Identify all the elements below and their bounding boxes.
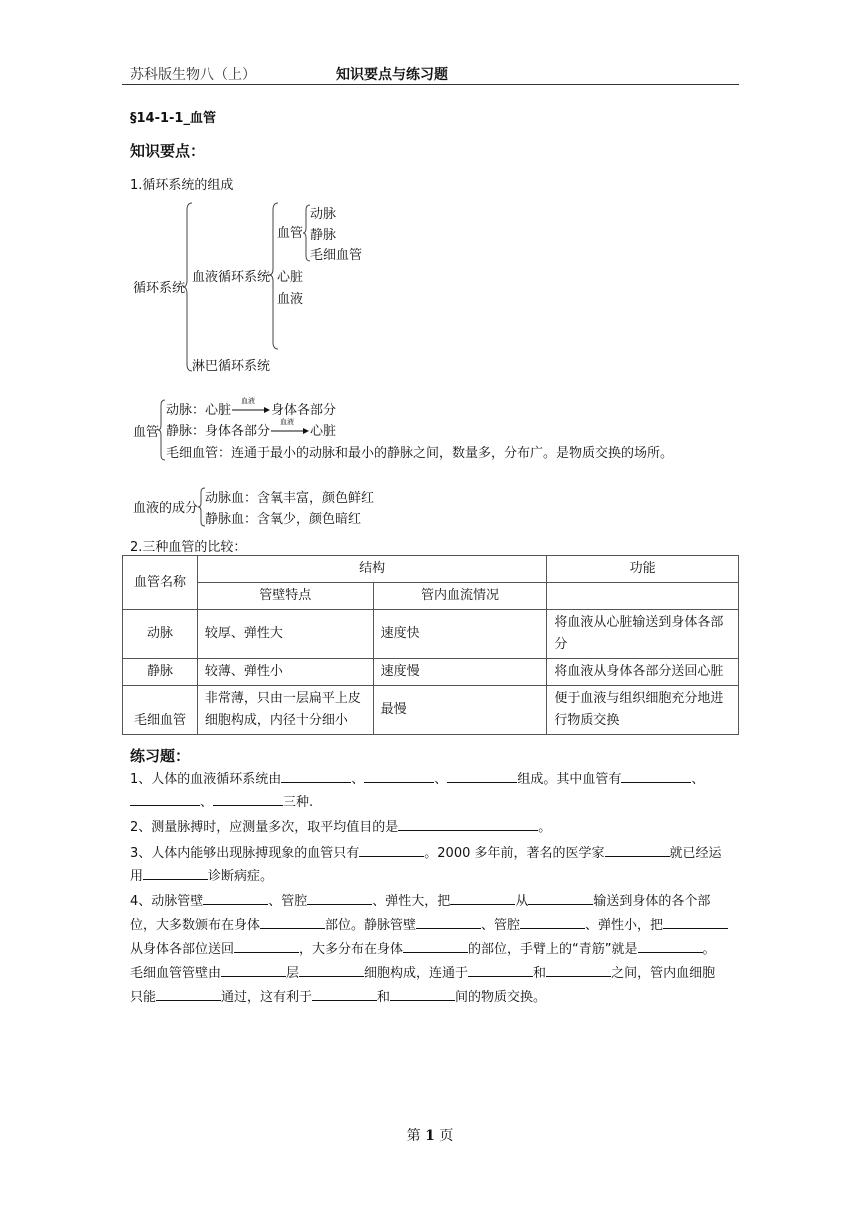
tree-brace-1 (183, 202, 193, 372)
blank[interactable] (359, 842, 424, 857)
blank[interactable] (221, 962, 286, 977)
blank[interactable] (450, 890, 515, 905)
comparison-table (122, 555, 739, 735)
tree-vein: 静脉 (310, 228, 337, 243)
section-title: §14-1-1_血管 (130, 111, 216, 126)
arterial-blood: 动脉血：含氧丰富，颜色鲜红 (205, 491, 375, 506)
blank[interactable] (416, 914, 481, 929)
cell-flow: 速度快 (373, 610, 547, 659)
blank[interactable] (260, 914, 325, 929)
artery-arrow (231, 397, 271, 414)
question-1: 1、人体的血液循环系统由 、 、 组成。其中血管有 、 、 三种. (130, 768, 740, 814)
vein-def-from: 静脉：身体各部分 (166, 424, 271, 439)
tree-capillary: 毛细血管 (310, 248, 363, 263)
th-name: 血管名称 (123, 556, 198, 610)
blank[interactable] (528, 890, 593, 905)
vessel-def-brace (158, 399, 166, 461)
blank[interactable] (299, 962, 364, 977)
vessel-def-label: 血管 (133, 425, 160, 440)
artery-def (166, 399, 336, 418)
blank[interactable] (307, 890, 372, 905)
cell-wall: 较厚、弹性大 (197, 610, 373, 659)
vein-def (166, 420, 336, 439)
tree-lymph-circulation: 淋巴循环系统 (192, 359, 271, 374)
blank[interactable] (546, 962, 611, 977)
item-1-title: 1.循环系统的组成 (130, 178, 234, 193)
blank[interactable] (390, 986, 455, 1001)
capillary-def: 毛细血管：连通于最小的动脉和最小的静脉之间，数量多，分布广。是物质交换的场所。 (166, 446, 674, 461)
artery-def-from: 动脉：心脏 (166, 403, 232, 418)
question-3: 3、人体内能够出现脉搏现象的血管只有 。2000 多年前，著名的医学家 就已经运 用 诊断病症。 (130, 842, 740, 888)
question-4: 4、动脉管壁 、管腔 、弹性大，把 从 输送到身体的各个部 位，大多数颁布在身体 部位。静脉管壁 、管腔 、弹性小，把 从身体各部位送回 ，大多分布在身体 的部位，手臂上的“青筋”就是 。 毛细血管管壁由 层 细胞构成，连通于 和 之间，管内血细胞 只能 通过，这有利于 和 间的物质交换。 (130, 890, 740, 1010)
tree-vessels: 血管 (277, 226, 304, 241)
vein-arrow (270, 418, 310, 435)
cell-func: 将血液从身体各部分送回心脏 (547, 659, 739, 686)
cell-wall: 非常薄，只由一层扁平上皮细胞构成，内径十分细小 (197, 686, 373, 735)
footer-post: 页 (434, 1128, 454, 1144)
header-left: 苏科版生物八（上） (130, 67, 256, 83)
header-rule (122, 84, 739, 85)
th-function: 功能 (547, 556, 739, 583)
th-structure: 结构 (197, 556, 546, 583)
page-number: 1 (425, 1128, 435, 1144)
blank[interactable] (520, 914, 585, 929)
table-row (123, 686, 739, 735)
blank[interactable] (468, 962, 533, 977)
blank[interactable] (364, 768, 434, 783)
blank[interactable] (312, 986, 377, 1001)
blank[interactable] (398, 816, 538, 831)
blank[interactable] (203, 890, 268, 905)
blank[interactable] (447, 768, 517, 783)
cell-flow: 最慢 (373, 686, 547, 735)
table-row (123, 659, 739, 686)
venous-blood: 静脉血：含氧少，颜色暗红 (205, 512, 362, 527)
artery-def-to: 身体各部分 (271, 403, 337, 418)
artery-arrow-label: 血液 (241, 397, 256, 405)
blank[interactable] (605, 842, 670, 857)
cell-func: 将血液从心脏输送到身体各部分 (547, 610, 739, 659)
th-flow: 管内血流情况 (373, 583, 547, 610)
cell-func: 便于血液与组织细胞充分地进行物质交换 (547, 686, 739, 735)
th-wall: 管壁特点 (197, 583, 373, 610)
tree-blood-circulation: 血液循环系统 (192, 270, 271, 285)
question-2: 2、测量脉搏时，应测量多次，取平均值目的是 。 (130, 816, 740, 839)
cell-wall: 较薄、弹性小 (197, 659, 373, 686)
blank[interactable] (234, 938, 299, 953)
footer-pre: 第 (406, 1128, 426, 1144)
cell-name: 毛细血管 (123, 686, 198, 735)
tree-heart: 心脏 (277, 270, 304, 285)
cell-name: 静脉 (123, 659, 198, 686)
vein-arrow-label: 血液 (280, 418, 295, 426)
tree-artery: 动脉 (310, 207, 337, 222)
cell-flow: 速度慢 (373, 659, 547, 686)
th-function-empty (547, 583, 739, 610)
blank[interactable] (403, 938, 468, 953)
blank[interactable] (130, 791, 200, 806)
item-2-title: 2.三种血管的比较： (130, 540, 247, 555)
blank[interactable] (638, 938, 703, 953)
tree-root: 循环系统 (133, 281, 186, 296)
blank[interactable] (143, 865, 208, 880)
blank[interactable] (281, 768, 351, 783)
table-row (123, 610, 739, 659)
exercise-heading: 练习题： (130, 747, 191, 765)
blank[interactable] (621, 768, 691, 783)
blank[interactable] (213, 791, 283, 806)
knowledge-heading: 知识要点： (130, 142, 206, 160)
blank[interactable] (156, 986, 221, 1001)
blood-comp-label: 血液的成分 (133, 501, 199, 516)
page-footer (0, 1125, 860, 1145)
cell-name: 动脉 (123, 610, 198, 659)
header-center: 知识要点与练习题 (336, 67, 448, 83)
blank[interactable] (663, 914, 728, 929)
vein-def-to: 心脏 (310, 424, 337, 439)
tree-blood: 血液 (277, 292, 304, 307)
